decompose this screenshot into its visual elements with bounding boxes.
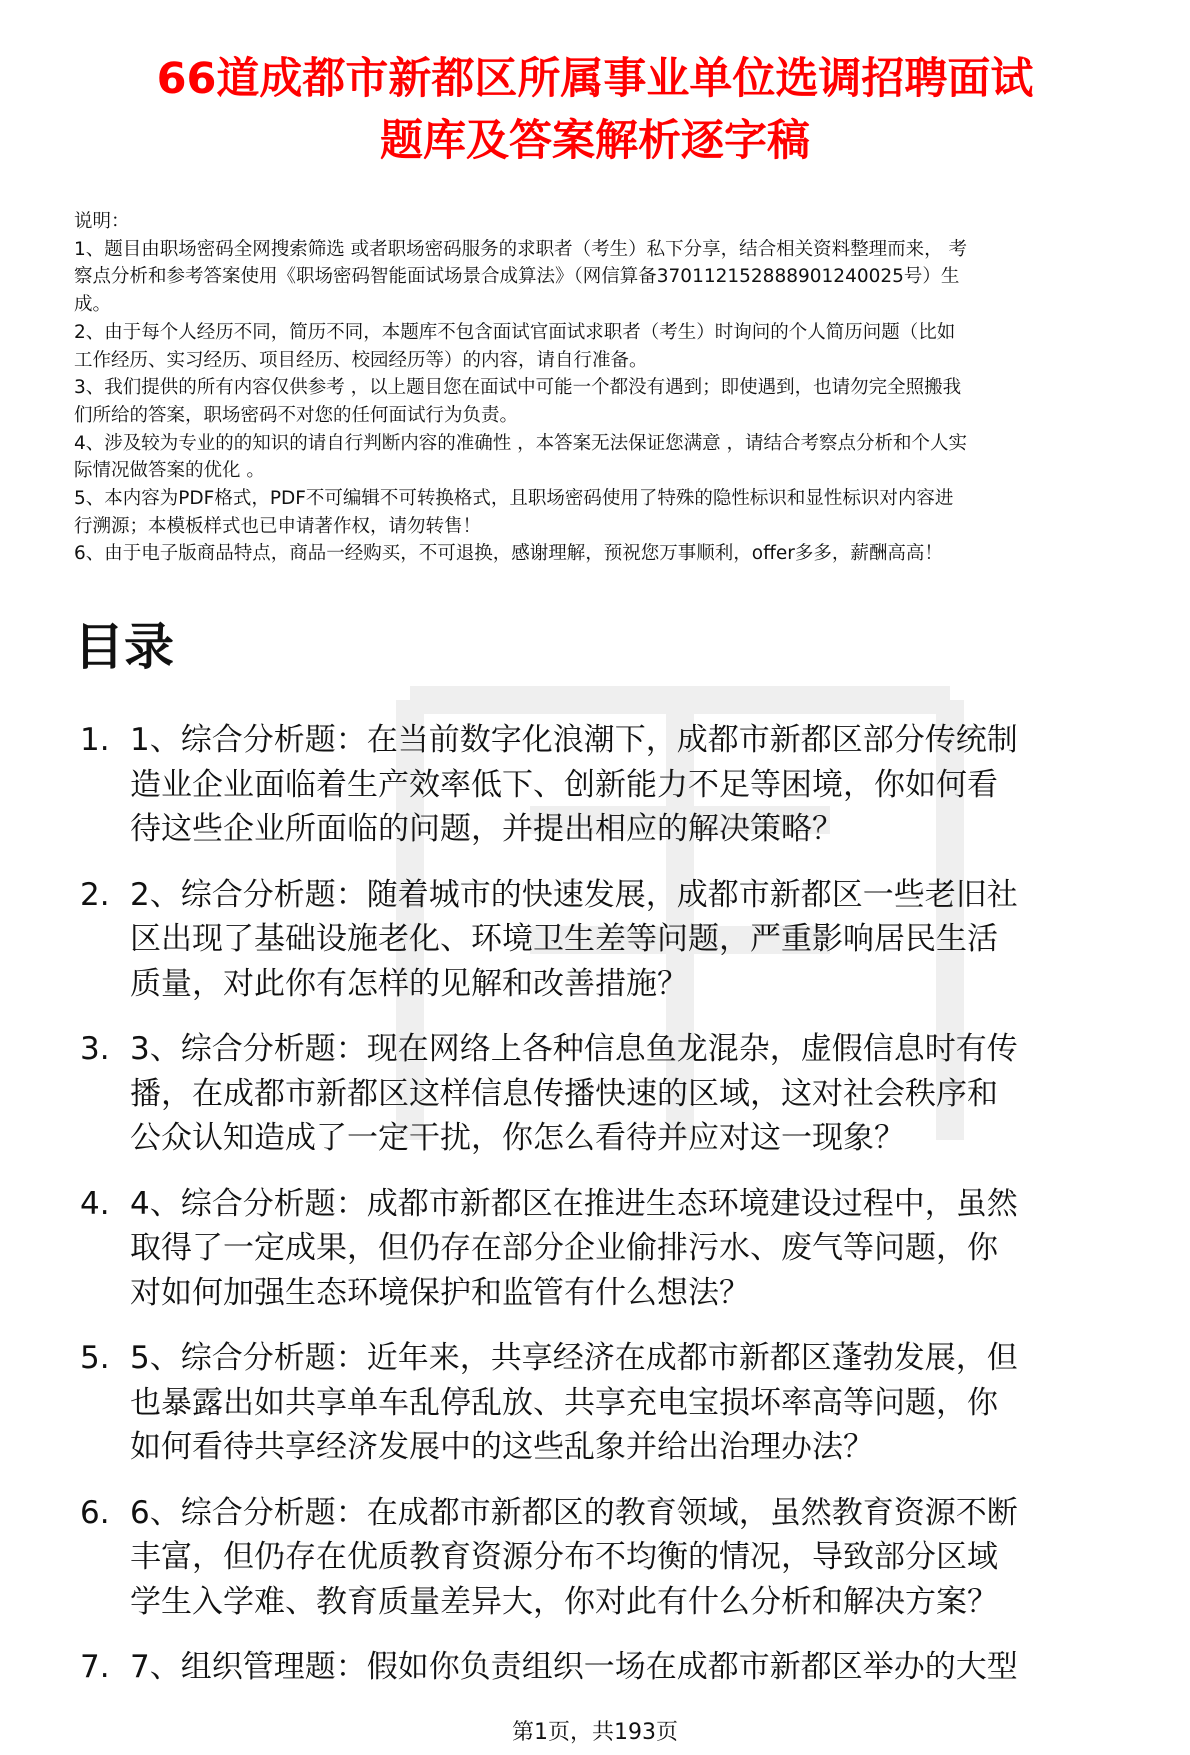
toc-list (74, 718, 1174, 1711)
toc-item-text: 播，在成都市新都区这样信息传播快速的区域，这对社会秩序和 (130, 1075, 998, 1112)
notes-section (74, 208, 1164, 568)
notes-line: 6、由于电子版商品特点，商品一经购买，不可退换，感谢理解，预祝您万事顺利，offer多多，薪酬高高！ (74, 543, 943, 565)
page-footer: 第1页，共193页 (512, 1720, 678, 1745)
toc-item-number: 2. (80, 876, 110, 913)
toc-item-text: 1、综合分析题：在当前数字化浪潮下，成都市新都区部分传统制 (130, 722, 1018, 758)
notes-line: 们所给的答案，职场密码不对您的任何面试行为负责。 (74, 404, 519, 426)
toc-item-text: 公众认知造成了一定干扰，你怎么看待并应对这一现象？ (130, 1120, 905, 1156)
toc-item-number: 4. (80, 1185, 110, 1222)
toc-item-text: 造业企业面临着生产效率低下、创新能力不足等困境，你如何看 (130, 766, 998, 803)
toc-item-text: 7、组织管理题：假如你负责组织一场在成都市新都区举办的大型 (130, 1649, 1018, 1685)
toc-item-number: 7. (80, 1649, 110, 1685)
toc-heading: 目录 (74, 618, 174, 676)
toc-item-text: 如何看待共享经济发展中的这些乱象并给出治理办法？ (130, 1429, 874, 1465)
notes-line: 1、题目由职场密码全网搜索筛选 或者职场密码服务的求职者（考生）私下分享，结合相关资料整理而来， 考 (74, 238, 968, 260)
toc-item-text: 对如何加强生态环境保护和监管有什么想法？ (130, 1274, 750, 1311)
toc-item-text: 也暴露出如共享单车乱停乱放、共享充电宝损坏率高等问题，你 (130, 1384, 998, 1421)
toc-item-text: 3、综合分析题：现在网络上各种信息鱼龙混杂，虚假信息时有传 (130, 1031, 1018, 1067)
notes-line: 2、由于每个人经历不同，简历不同，本题库不包含面试官面试求职者（考生）时询问的个人简历问题（比如 (74, 321, 956, 343)
toc-item-text: 6、综合分析题：在成都市新都区的教育领域，虽然教育资源不断 (130, 1494, 1018, 1531)
document-title (40, 48, 1150, 172)
toc-item-text: 质量，对此你有怎样的见解和改善措施？ (130, 965, 688, 1002)
notes-line: 工作经历、实习经历、项目经历、校园经历等）的内容，请自行准备。 (74, 349, 648, 371)
toc-item[interactable] (74, 1645, 1174, 1690)
toc-item[interactable] (74, 1336, 1174, 1470)
title-line-2: 题库及答案解析逐字稿 (380, 116, 810, 166)
notes-line: 4、涉及较为专业的的知识的请自行判断内容的准确性 ，本答案无法保证您满意 ，请结合考察点分析和个人实 (74, 432, 968, 454)
notes-line: 际情况做答案的优化 。 (74, 460, 265, 482)
toc-item-text: 学生入学难、教育质量差异大，你对此有什么分析和解决方案？ (130, 1583, 998, 1620)
title-line-1: 66道成都市新都区所属事业单位选调招聘面试 (156, 54, 1034, 104)
toc-item[interactable] (74, 1182, 1174, 1316)
toc-item-text: 待这些企业所面临的问题，并提出相应的解决策略？ (130, 811, 843, 847)
toc-item-number: 5. (80, 1340, 110, 1376)
toc-item-text: 丰富，但仍存在优质教育资源分布不均衡的情况，导致部分区域 (130, 1539, 998, 1575)
notes-line: 行溯源；本模板样式也已申请著作权，请勿转售！ (74, 515, 482, 537)
toc-item[interactable] (74, 1027, 1174, 1161)
notes-line: 5、本内容为PDF格式，PDF不可编辑不可转换格式，且职场密码使用了特殊的隐性标识和显性标识对内容进 (74, 488, 954, 510)
notes-line: 察点分析和参考答案使用《职场密码智能面试场景合成算法》（网信算备370112152888901240025号）生 (74, 266, 960, 288)
notes-line: 成。 (74, 294, 112, 316)
toc-item-text: 4、综合分析题：成都市新都区在推进生态环境建设过程中，虽然 (130, 1185, 1018, 1222)
toc-item-number: 6. (80, 1494, 110, 1531)
toc-item[interactable] (74, 1491, 1174, 1625)
toc-item[interactable] (74, 718, 1174, 852)
notes-line: 3、我们提供的所有内容仅供参考 ，以上题目您在面试中可能一个都没有遇到；即使遇到，也请勿完全照搬我 (74, 377, 962, 399)
toc-item[interactable] (74, 873, 1174, 1007)
notes-heading: 说明： (74, 211, 130, 232)
toc-item-number: 3. (80, 1031, 110, 1067)
toc-item-text: 区出现了基础设施老化、环境卫生差等问题，严重影响居民生活 (130, 921, 998, 957)
toc-item-text: 5、综合分析题：近年来，共享经济在成都市新都区蓬勃发展，但 (130, 1340, 1018, 1376)
toc-item-number: 1. (80, 722, 110, 758)
toc-item-text: 取得了一定成果，但仍存在部分企业偷排污水、废气等问题，你 (130, 1230, 998, 1266)
toc-item-text: 2、综合分析题：随着城市的快速发展，成都市新都区一些老旧社 (130, 876, 1018, 913)
